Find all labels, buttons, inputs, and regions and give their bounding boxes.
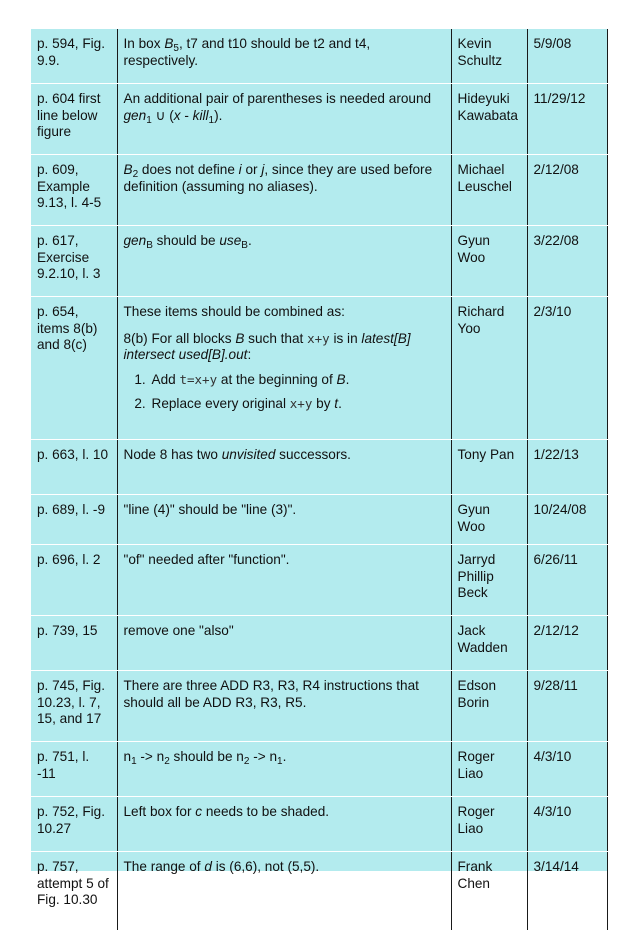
location-cell: p. 617, Exercise 9.2.10, l. 3 bbox=[31, 226, 117, 297]
description-cell: $B_2$ does not define i or j, since they are used before definition (assuming no aliases). bbox=[117, 155, 451, 226]
description-cell: Left box for c needs to be shaded. bbox=[117, 797, 451, 852]
table-row bbox=[31, 155, 607, 226]
location-cell: p. 604 first line below figure bbox=[31, 84, 117, 155]
description-cell: gen$_B$ should be use$_B$. bbox=[117, 226, 451, 297]
reporter-cell: Kevin Schultz bbox=[451, 29, 527, 84]
location-cell: p. 663, l. 10 bbox=[31, 440, 117, 495]
table-row bbox=[31, 797, 607, 852]
table-row bbox=[31, 852, 607, 930]
description-cell: The range of d is (6,6), not (5,5). bbox=[117, 852, 451, 930]
date-cell: 1/22/13 bbox=[527, 440, 607, 495]
description-cell: In box $B_5$, t7 and t10 should be t2 and t4, respectively. bbox=[117, 29, 451, 84]
location-cell: p. 752, Fig. 10.27 bbox=[31, 797, 117, 852]
location-cell: p. 757, attempt 5 of Fig. 10.30 bbox=[31, 852, 117, 930]
reporter-cell: Roger Liao bbox=[451, 797, 527, 852]
reporter-cell: Hideyuki Kawabata bbox=[451, 84, 527, 155]
reporter-cell: Michael Leuschel bbox=[451, 155, 527, 226]
date-cell: 2/3/10 bbox=[527, 297, 607, 440]
reporter-cell: Jack Wadden bbox=[451, 616, 527, 671]
location-cell: p. 609, Example 9.13, l. 4-5 bbox=[31, 155, 117, 226]
table-row bbox=[31, 440, 607, 495]
location-cell: p. 654, items 8(b) and 8(c) bbox=[31, 297, 117, 440]
location-cell: p. 689, l. -9 bbox=[31, 495, 117, 545]
table-row bbox=[31, 742, 607, 797]
errata-table bbox=[31, 29, 608, 930]
description-item: 8(b) For all blocks B such that x+y is in latest[B] intersect used[B].out: bbox=[124, 331, 445, 364]
reporter-cell: Tony Pan bbox=[451, 440, 527, 495]
location-cell: p. 594, Fig. 9.9. bbox=[31, 29, 117, 84]
list-item: 2. Replace every original x+y by t. bbox=[150, 396, 445, 413]
date-cell: 5/9/08 bbox=[527, 29, 607, 84]
date-cell: 3/22/08 bbox=[527, 226, 607, 297]
reporter-cell: Gyun Woo bbox=[451, 495, 527, 545]
date-cell: 10/24/08 bbox=[527, 495, 607, 545]
table-row bbox=[31, 616, 607, 671]
description-cell: There are three ADD R3, R3, R4 instructions that should all be ADD R3, R3, R5. bbox=[117, 671, 451, 742]
description-intro: These items should be combined as: bbox=[124, 304, 445, 321]
date-cell: 9/28/11 bbox=[527, 671, 607, 742]
date-cell: 2/12/08 bbox=[527, 155, 607, 226]
location-cell: p. 751, l. -11 bbox=[31, 742, 117, 797]
date-cell: 6/26/11 bbox=[527, 545, 607, 616]
location-cell: p. 696, l. 2 bbox=[31, 545, 117, 616]
date-cell: 4/3/10 bbox=[527, 742, 607, 797]
table-row bbox=[31, 84, 607, 155]
reporter-cell: Gyun Woo bbox=[451, 226, 527, 297]
reporter-cell: Jarryd Phillip Beck bbox=[451, 545, 527, 616]
date-cell: 4/3/10 bbox=[527, 797, 607, 852]
table-row bbox=[31, 495, 607, 545]
table-row bbox=[31, 29, 607, 84]
table-row bbox=[31, 671, 607, 742]
description-cell: "line (4)" should be "line (3)". bbox=[117, 495, 451, 545]
table-row bbox=[31, 545, 607, 616]
reporter-cell: Edson Borin bbox=[451, 671, 527, 742]
list-item: 1. Add t=x+y at the beginning of B. bbox=[150, 372, 445, 389]
reporter-cell: Richard Yoo bbox=[451, 297, 527, 440]
reporter-cell: Frank Chen bbox=[451, 852, 527, 930]
description-cell: Node 8 has two unvisited successors. bbox=[117, 440, 451, 495]
errata-panel bbox=[31, 29, 607, 871]
fix-steps-list bbox=[124, 372, 445, 413]
description-cell: An additional pair of parentheses is needed around gen$_1$ ∪ (x - kill$_1$). bbox=[117, 84, 451, 155]
table-row bbox=[31, 297, 607, 440]
description-cell: $n_1 -> n_2$ should be $n_2 -> n_1$. bbox=[117, 742, 451, 797]
table-row bbox=[31, 226, 607, 297]
description-cell bbox=[117, 297, 451, 440]
date-cell: 3/14/14 bbox=[527, 852, 607, 930]
location-cell: p. 745, Fig. 10.23, l. 7, 15, and 17 bbox=[31, 671, 117, 742]
date-cell: 2/12/12 bbox=[527, 616, 607, 671]
location-cell: p. 739, 15 bbox=[31, 616, 117, 671]
date-cell: 11/29/12 bbox=[527, 84, 607, 155]
description-cell: "of" needed after "function". bbox=[117, 545, 451, 616]
reporter-cell: Roger Liao bbox=[451, 742, 527, 797]
description-cell: remove one "also" bbox=[117, 616, 451, 671]
